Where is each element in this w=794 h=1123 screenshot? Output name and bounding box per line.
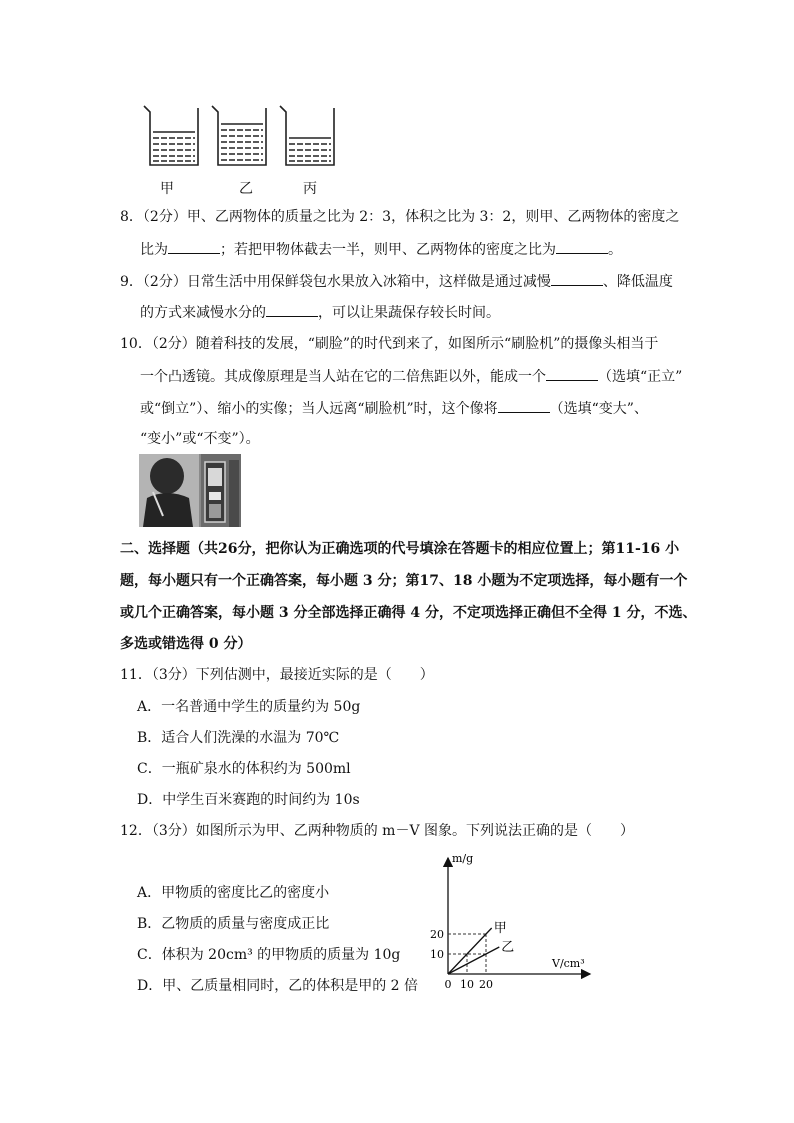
q8-blank-2: [556, 239, 608, 254]
q12-option-b: B．乙物质的质量与密度成正比: [137, 916, 330, 932]
q11-option-c: C．一瓶矿泉水的体积约为 500ml: [137, 761, 351, 777]
q10-blank-1: [546, 366, 598, 381]
x-axis-label: V/cm³: [552, 957, 585, 970]
q10-text-b: （选填“正立”: [598, 369, 683, 385]
beaker-label-jia: 甲: [160, 181, 174, 197]
beaker-label-yi: 乙: [239, 181, 253, 197]
q8-text-c: 。: [608, 242, 622, 258]
q8-text-b: ；若把甲物体截去一半，则甲、乙两物体的密度之比为: [220, 242, 556, 258]
q10-line1: 10．（2分）随着科技的发展，“刷脸”的时代到来了，如图所示“刷脸机”的摄像头相当于: [120, 336, 659, 352]
beaker-bing: [280, 106, 334, 165]
section2-line1: 二、选择题（共26分，把你认为正确选项的代号填涂在答题卡的相应位置上；第11-16 小: [120, 541, 680, 557]
beaker-yi: [212, 106, 266, 165]
q9-text-b: 、降低温度: [602, 274, 673, 290]
q12-stem: 12．（3分）如图所示为甲、乙两种物质的 m－V 图象。下列说法正确的是（ ）: [120, 823, 635, 839]
face-scan-photo: [139, 454, 241, 527]
q10-blank-2: [498, 398, 550, 413]
y-axis-label: m/g: [452, 852, 474, 865]
q8-line1: 8．（2分）甲、乙两物体的质量之比为 2：3，体积之比为 3：2，则甲、乙两物体的密度之: [120, 209, 680, 225]
series-label-0: 甲: [493, 921, 507, 936]
y-tick-label-1: 20: [430, 928, 444, 941]
q9-text-d: ，可以让果蔬保存较长时间。: [318, 305, 500, 321]
q9-line2: [140, 302, 500, 323]
q12-option-d: D．甲、乙质量相同时，乙的体积是甲的 2 倍: [137, 978, 419, 994]
x-tick-label-2: 20: [479, 978, 493, 991]
q11-option-d: D．中学生百米赛跑的时间约为 10s: [137, 792, 360, 808]
q10-line4: “变小”或“不变”）。: [140, 431, 260, 447]
mv-graph: [430, 850, 600, 1000]
x-tick-label-1: 10: [460, 978, 474, 991]
series-line-0: [448, 928, 492, 974]
q9-blank-1: [551, 271, 603, 286]
q11-stem: 11．（3分）下列估测中，最接近实际的是（ ）: [120, 667, 434, 683]
q8-blank-1: [168, 239, 220, 254]
q12-option-a: A．甲物质的密度比乙的密度小: [137, 885, 330, 901]
series-label-1: 乙: [501, 940, 515, 955]
q9-text-c: 的方式来减慢水分的: [140, 305, 266, 321]
q10-line3: [140, 398, 648, 419]
q10-text-c: 或“倒立”）、缩小的实像；当人远离“刷脸机”时，这个像将: [140, 401, 498, 417]
q9-blank-2: [266, 302, 318, 317]
beakers-figure: [140, 100, 340, 172]
q12-option-c: C．体积为 20cm³ 的甲物质的质量为 10g: [137, 947, 401, 963]
q9-line1: [120, 271, 673, 292]
q11-option-b: B．适合人们洗澡的水温为 70℃: [137, 730, 340, 746]
q9-text-a: 9．（2分）日常生活中用保鲜袋包水果放入冰箱中，这样做是通过减慢: [120, 274, 551, 290]
beaker-jia: [144, 106, 198, 165]
beaker-label-bing: 丙: [303, 181, 317, 197]
q10-text-a: 一个凸透镜。其成像原理是当人站在它的二倍焦距以外，能成一个: [140, 369, 546, 385]
series-line-1: [448, 947, 499, 974]
section2-line3: 或几个正确答案，每小题 3 分全部选择正确得 4 分，不定项选择正确但不全得 1 分，不选、: [120, 605, 697, 621]
x-tick-label-0: 0: [444, 978, 452, 991]
q10-line2: [140, 366, 682, 387]
y-tick-label-0: 10: [430, 948, 444, 961]
q11-option-a: A．一名普通中学生的质量约为 50g: [137, 699, 361, 715]
section2-line2: 题，每小题只有一个正确答案，每小题 3 分；第17、18 小题为不定项选择，每小题有一个: [120, 573, 688, 589]
q8-line2: [140, 239, 622, 260]
q10-text-d: （选填“变大”、: [549, 401, 648, 417]
section2-line4: 多选或错选得 0 分）: [120, 636, 252, 652]
q8-text-a: 比为: [140, 242, 168, 258]
